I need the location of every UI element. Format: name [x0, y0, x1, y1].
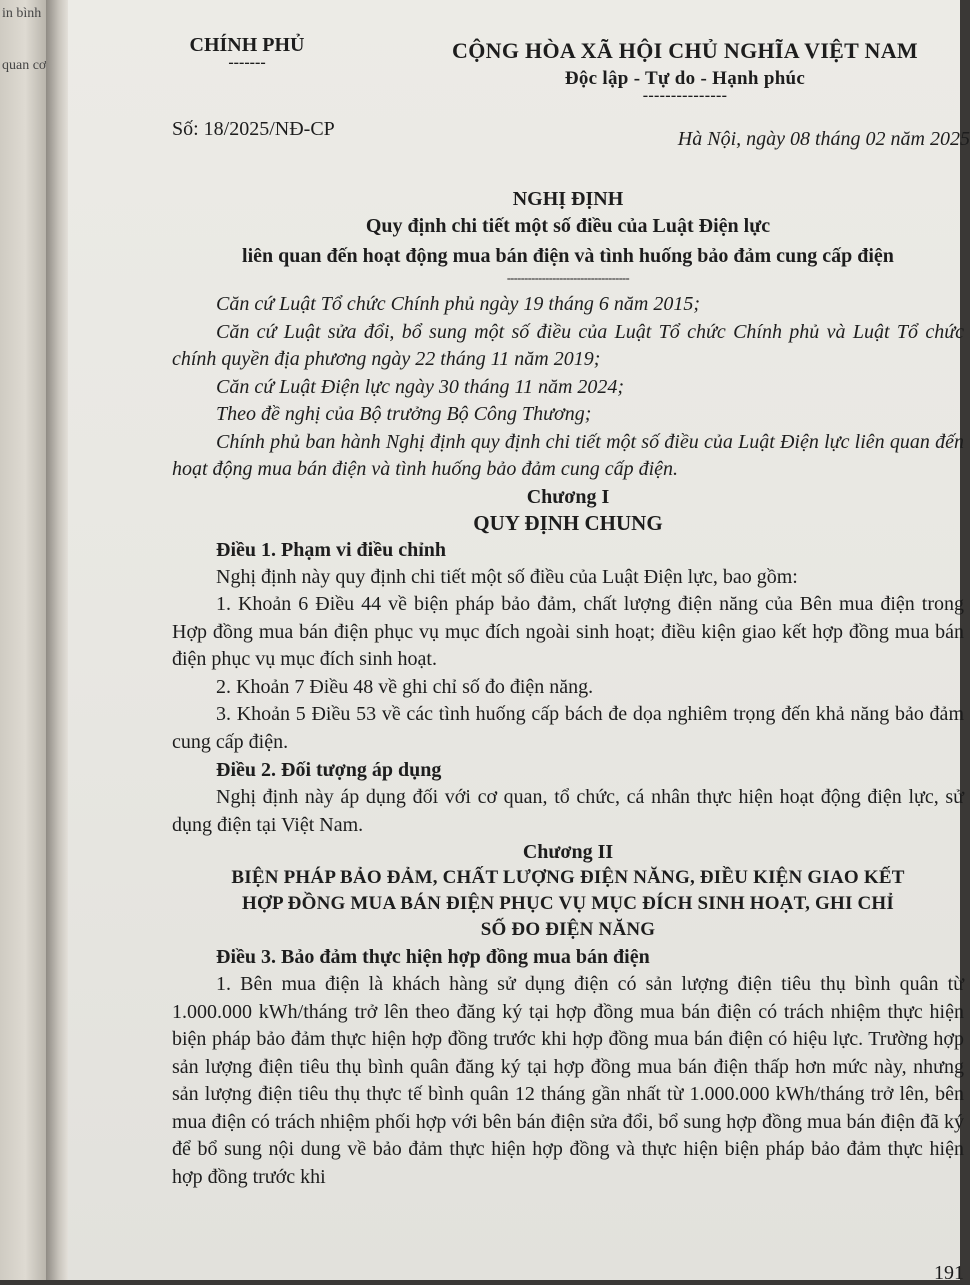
adjacent-page-fragment: quan cơ	[2, 58, 47, 73]
article-1-heading: Điều 1. Phạm vi điều chỉnh	[216, 538, 447, 561]
chapter-2-title-line1: BIỆN PHÁP BẢO ĐẢM, CHẤT LƯỢNG ĐIỆN NĂNG, ĐIỀU KIỆN GIAO KẾT	[231, 867, 905, 888]
chapter-2-title-line3: SỐ ĐO ĐIỆN NĂNG	[480, 919, 656, 940]
adjacent-page-fragment: in bình	[2, 6, 42, 21]
article-1-paragraph: 2. Khoản 7 Điều 48 về ghi chỉ số đo điện năng.	[216, 675, 594, 698]
document-header	[172, 32, 970, 158]
page-number: 191	[934, 1262, 964, 1284]
issuer-name: CHÍNH PHỦ	[189, 34, 305, 56]
issuer-block	[172, 34, 322, 69]
chapter-2-label: Chương II	[522, 841, 614, 863]
document-type: NGHỊ ĐỊNH	[512, 188, 624, 210]
national-title-block	[400, 38, 970, 102]
article-1-paragraph: 3. Khoản 5 Điều 53 về các tình huống cấp bách đe dọa nghiêm trọng đến khả năng bảo đảm cung cấp điện.	[172, 703, 964, 753]
document-subtitle-line2: liên quan đến hoạt động mua bán điện và tình huống bảo đảm cung cấp điện	[242, 245, 894, 267]
chapter-1-label: Chương I	[526, 485, 610, 508]
motto-rule: ---------------	[642, 87, 728, 104]
document-subtitle-line1: Quy định chi tiết một số điều của Luật Điện lực	[365, 215, 771, 237]
preamble-basis-1: Căn cứ Luật Tổ chức Chính phủ ngày 19 tháng 6 năm 2015;	[216, 293, 701, 315]
preamble-basis-2: Căn cứ Luật sửa đổi, bổ sung một số điều của Luật Tổ chức Chính phủ và Luật Tổ chức chính quyền địa phương ngày 22 tháng 11 năm 2019;	[172, 320, 964, 370]
title-rule: -----------------------------------	[506, 271, 630, 285]
chapter-1-title: QUY ĐỊNH CHUNG	[473, 510, 663, 535]
article-1-paragraph: Nghị định này quy định chi tiết một số điều của Luật Điện lực, bao gồm:	[216, 565, 798, 588]
article-2-heading: Điều 2. Đối tượng áp dụng	[216, 759, 442, 781]
preamble-proposal: Theo đề nghị của Bộ trưởng Bộ Công Thương;	[216, 403, 592, 425]
article-3-paragraph: 1. Bên mua điện là khách hàng sử dụng điện có sản lượng điện tiêu thụ bình quân từ 1.000.000 kWh/tháng trở lên theo đăng ký tại hợp đồng mua bán điện có trách nhiệm thực hiện biện pháp bảo đảm thực hiện hợp đồng trước khi hợp đồng mua bán điện có hiệu lực. Trường hợp sản lượng điện tiêu thụ bình quân đăng ký tại hợp đồng mua bán điện thấp hơn mức này, nhưng sản lượng điện tiêu thụ thực tế bình quân 12 tháng gần nhất từ 1.000.000 kWh/tháng trở lên, bên mua điện có trách nhiệm phối hợp với bên bán điện sửa đổi, bổ sung hợp đồng mua bán điện đã ký để bổ sung nội dung về bảo đảm thực hiện hợp đồng và thực hiện biện pháp bảo đảm thực hiện hợp đồng trước khi	[172, 973, 964, 1188]
republic-name: CỘNG HÒA XÃ HỘI CHỦ NGHĨA VIỆT NAM	[452, 38, 918, 63]
article-2-paragraph: Nghị định này áp dụng đối với cơ quan, tổ chức, cá nhân thực hiện hoạt động điện lực, sử dụng điện tại Việt Nam.	[172, 786, 964, 836]
book-gutter	[46, 0, 68, 1280]
preamble-enactment: Chính phủ ban hành Nghị định quy định chi tiết một số điều của Luật Điện lực liên quan đến hoạt động mua bán điện và tình huống bảo đảm cung cấp điện.	[172, 430, 964, 480]
national-motto: Độc lập - Tự do - Hạnh phúc	[564, 68, 806, 89]
document-number: Số: 18/2025/NĐ-CP	[172, 118, 335, 140]
document-date: Hà Nội, ngày 08 tháng 02 năm 2025	[677, 128, 970, 150]
document-page	[68, 0, 970, 1284]
adjacent-page-edge	[0, 0, 46, 1280]
chapter-2-title-line2: HỢP ĐỒNG MUA BÁN ĐIỆN PHỤC VỤ MỤC ĐÍCH SINH HOẠT, GHI CHỈ	[242, 893, 894, 914]
preamble-basis-3: Căn cứ Luật Điện lực ngày 30 tháng 11 năm 2024;	[216, 375, 625, 398]
article-3-heading: Điều 3. Bảo đảm thực hiện hợp đồng mua bán điện	[216, 946, 650, 968]
issuer-rule: -------	[228, 54, 266, 71]
page-content	[172, 32, 970, 1284]
article-1-paragraph: 1. Khoản 6 Điều 44 về biện pháp bảo đảm, chất lượng điện năng của Bên mua điện trong Hợp đồng mua bán điện phục vụ mục đích ngoài sinh hoạt; điều kiện giao kết hợp đồng mua bán điện phục vụ mục đích sinh hoạt.	[172, 593, 964, 670]
